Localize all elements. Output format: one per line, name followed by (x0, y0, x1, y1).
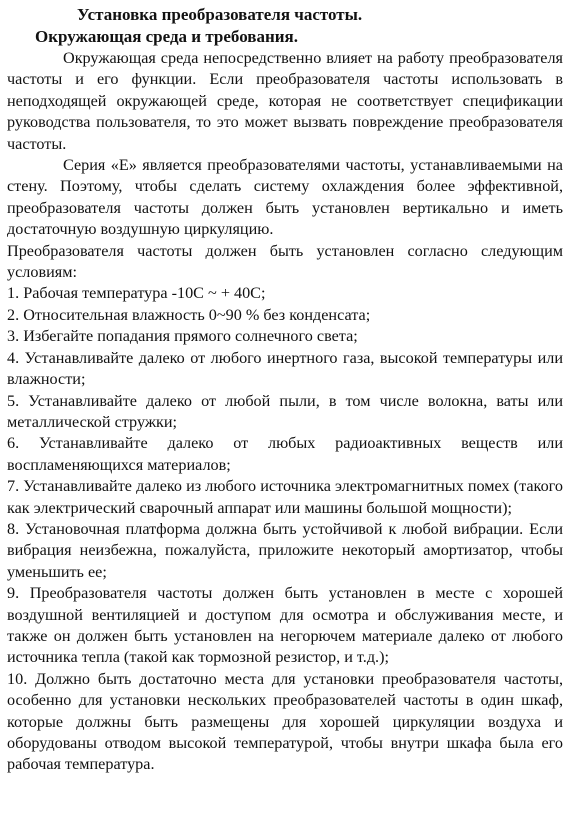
conditions-intro: Преобразователя частоты должен быть установлен согласно следующим условиям: (7, 241, 563, 282)
condition-item: 8. Установочная платформа должна быть устойчивой к любой вибрации. Если вибрация неизбежна, пожалуйста, приложите некоторый амортизатор, чтобы уменьшить ее; (7, 519, 563, 581)
condition-item: 7. Устанавливайте далеко из любого источника электромагнитных помех (такого как электрический сварочный аппарат или машины большой мощности); (7, 477, 563, 517)
section-subtitle: Окружающая среда и требования. (35, 27, 298, 46)
condition-item: 3. Избегайте попадания прямого солнечного света; (7, 327, 358, 346)
document-title: Установка преобразователя частоты. (77, 5, 363, 24)
condition-item: 5. Устанавливайте далеко от любой пыли, в том числе волокна, ваты или металлической стружки; (7, 391, 563, 431)
paragraph-environment: Окружающая среда непосредственно влияет на работу преобразователя частоты и его функции. Если преобразователя частоты использовать в неподходящей окружающей среде, которая не соответствует спецификации руководства пользователя, то это может вызвать повреждение преобразователя частоты. (7, 49, 563, 153)
condition-item: 4. Устанавливайте далеко от любого инертного газа, высокой температуры или влажности; (7, 348, 563, 389)
document-page (7, 4, 563, 776)
conditions-list (7, 283, 563, 775)
condition-item: 2. Относительная влажность 0~90 % без конденсата; (7, 305, 371, 324)
condition-item: 6. Устанавливайте далеко от любых радиоактивных веществ или воспламеняющихся материалов; (7, 434, 563, 474)
condition-item: 1. Рабочая температура -10C ~ + 40C; (7, 284, 266, 303)
condition-item: 9. Преобразователя частоты должен быть установлен в месте с хорошей воздушной вентиляцией и доступом для осмотра и обслуживания месте, и также он должен быть установлен на негорючем материале далеко от любого источника тепла (такой как тормозной резистор, и т.д.); (7, 584, 563, 667)
condition-item: 10. Должно быть достаточно места для установки преобразователя частоты, особенно для установки нескольких преобразователей частоты в один шкаф, которые должны быть размещены для хорошей циркуляции воздуха и оборудованы отводом высокой температурой, чтобы внутри шкафа была его рабочая температура. (7, 669, 563, 774)
paragraph-series: Серия «E» является преобразователями частоты, устанавливаемыми на стену. Поэтому, чтобы сделать систему охлаждения более эффективной, преобразователя частоты должен быть установлен вертикально и иметь достаточную воздушную циркуляцию. (7, 156, 563, 239)
